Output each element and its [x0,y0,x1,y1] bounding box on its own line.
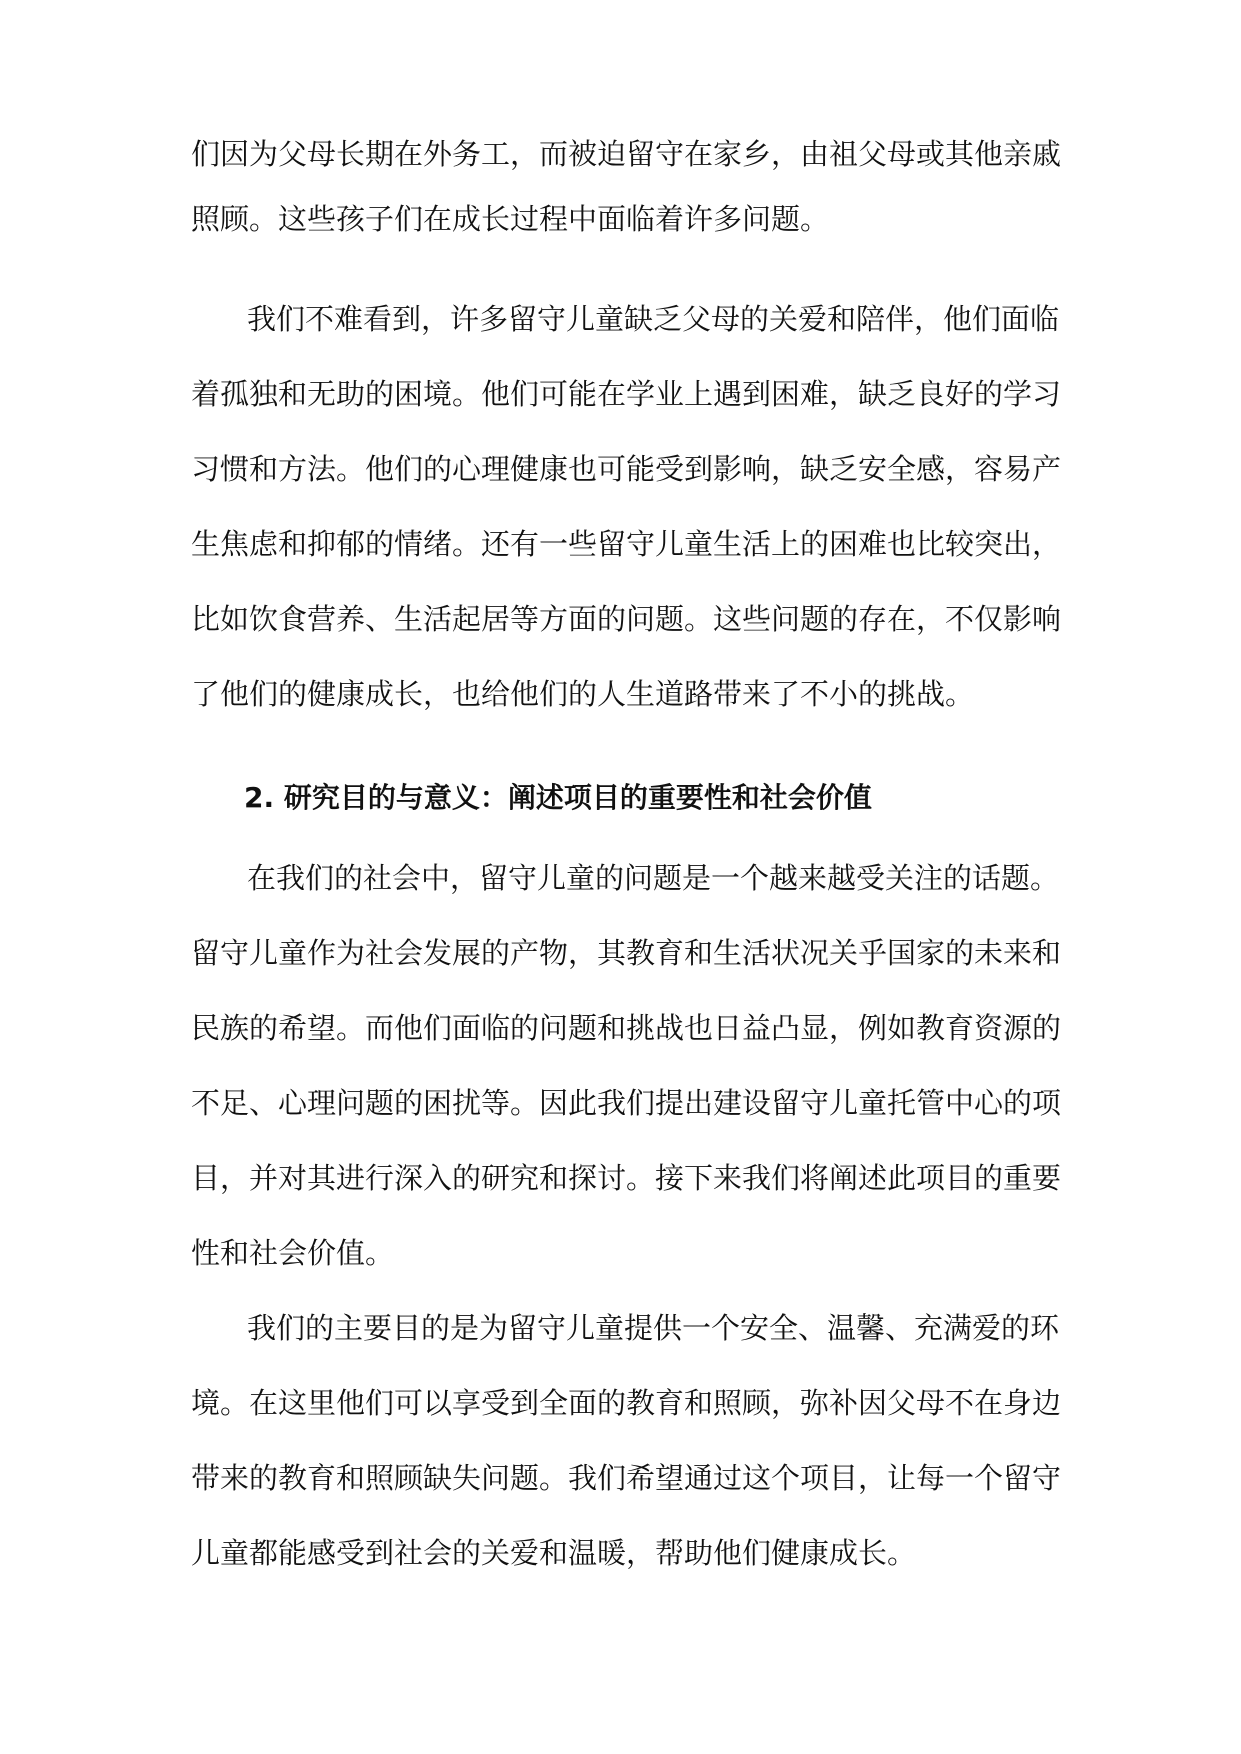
paragraph-line: 留守儿童作为社会发展的产物，其教育和生活状况关乎国家的未来和 [191,936,1062,970]
paragraph-line: 在我们的社会中，留守儿童的问题是一个越来越受关注的话题。 [247,861,1060,895]
paragraph-line: 们因为父母长期在外务工，而被迫留守在家乡，由祖父母或其他亲戚 [191,137,1062,171]
paragraph-line: 带来的教育和照顾缺失问题。我们希望通过这个项目，让每一个留守 [191,1461,1062,1495]
paragraph-line: 着孤独和无助的困境。他们可能在学业上遇到困难，缺乏良好的学习 [191,377,1062,411]
paragraph-line: 生焦虑和抑郁的情绪。还有一些留守儿童生活上的困难也比较突出， [191,527,1062,561]
paragraph-line: 比如饮食营养、生活起居等方面的问题。这些问题的存在，不仅影响 [191,602,1062,636]
paragraph-line: 习惯和方法。他们的心理健康也可能受到影响，缺乏安全感，容易产 [191,452,1062,486]
paragraph-line: 目，并对其进行深入的研究和探讨。接下来我们将阐述此项目的重要 [191,1161,1062,1195]
paragraph-line: 境。在这里他们可以享受到全面的教育和照顾，弥补因父母不在身边 [191,1386,1062,1420]
paragraph-line: 我们的主要目的是为留守儿童提供一个安全、温馨、充满爱的环 [247,1311,1060,1345]
section-heading: 2. 研究目的与意义：阐述项目的重要性和社会价值 [244,781,872,814]
paragraph-line: 我们不难看到，许多留守儿童缺乏父母的关爱和陪伴，他们面临 [247,302,1060,336]
paragraph-line: 民族的希望。而他们面临的问题和挑战也日益凸显，例如教育资源的 [191,1011,1062,1045]
paragraph-line: 了他们的健康成长，也给他们的人生道路带来了不小的挑战。 [191,677,975,711]
paragraph-line: 性和社会价值。 [191,1236,395,1270]
paragraph-line: 照顾。这些孩子们在成长过程中面临着许多问题。 [191,202,830,236]
paragraph-line: 不足、心理问题的困扰等。因此我们提出建设留守儿童托管中心的项 [191,1086,1062,1120]
paragraph-line: 儿童都能感受到社会的关爱和温暖，帮助他们健康成长。 [191,1536,917,1570]
